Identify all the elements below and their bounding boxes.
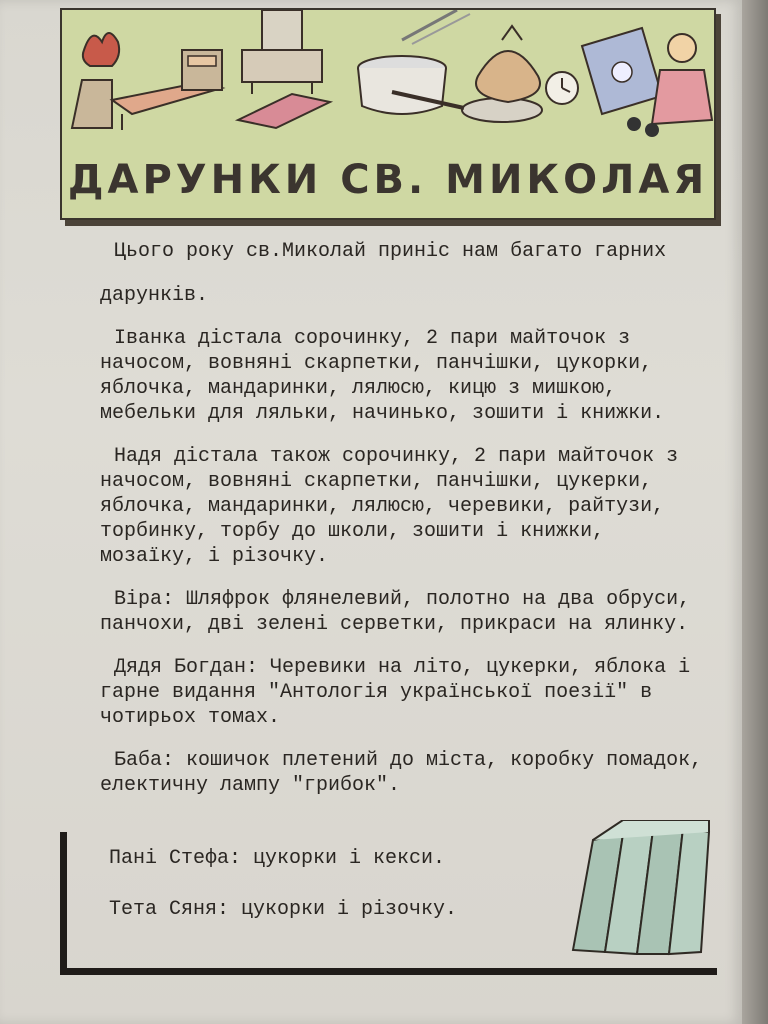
gift-list [100, 230, 710, 816]
books-icon [563, 820, 713, 960]
paragraph-baba: Баба: кошичок плетений до міста, коробку помадок, електичну лампу "грибок". [100, 749, 703, 797]
paragraph-vira: Віра: Шляфрок флянелевий, полотно на два обруси, панчохи, дві зелені серветки, прикраси на ялинку. [100, 588, 691, 636]
footer-line-stefa: Пані Стефа: цукорки і кекси. [109, 847, 446, 870]
paragraph-ivanka: Іванка дістала сорочинку, 2 пари майточок з начосом, вовняні скарпетки, панчішки, цукорки, яблочка, мандаринки, лялюсю, кицю з мишкою, мебельки для ляльки, начинько, зошити і книжки. [100, 327, 665, 425]
header-illustration [60, 8, 716, 220]
gifts-drawing [62, 10, 714, 150]
footer-frame [60, 832, 717, 975]
footer-line-sianya: Тета Сяня: цукорки і різочку. [109, 898, 458, 921]
page-title: ДАРУНКИ СВ. МИКОЛАЯ [67, 157, 709, 203]
paragraph-nadia: Надя дістала також сорочинку, 2 пари майточок з начосом, вовняні скарпетки, панчішки, цукерки, яблочка, мандаринки, лялюсю, черевики, райтузи, торбинку, торбу до школи, зошити і книжки, мозаїку, і різочку. [100, 445, 679, 568]
footer-list [109, 846, 589, 948]
paragraph-intro: Цього року св.Миколай приніс нам багато гарних дарунків. [100, 240, 667, 307]
paragraph-bohdan: Дядя Богдан: Черевики на літо, цукерки, яблока і гарне видання "Антологія української поезії" в чотирьох томах. [100, 656, 691, 729]
page-edge [742, 0, 768, 1024]
